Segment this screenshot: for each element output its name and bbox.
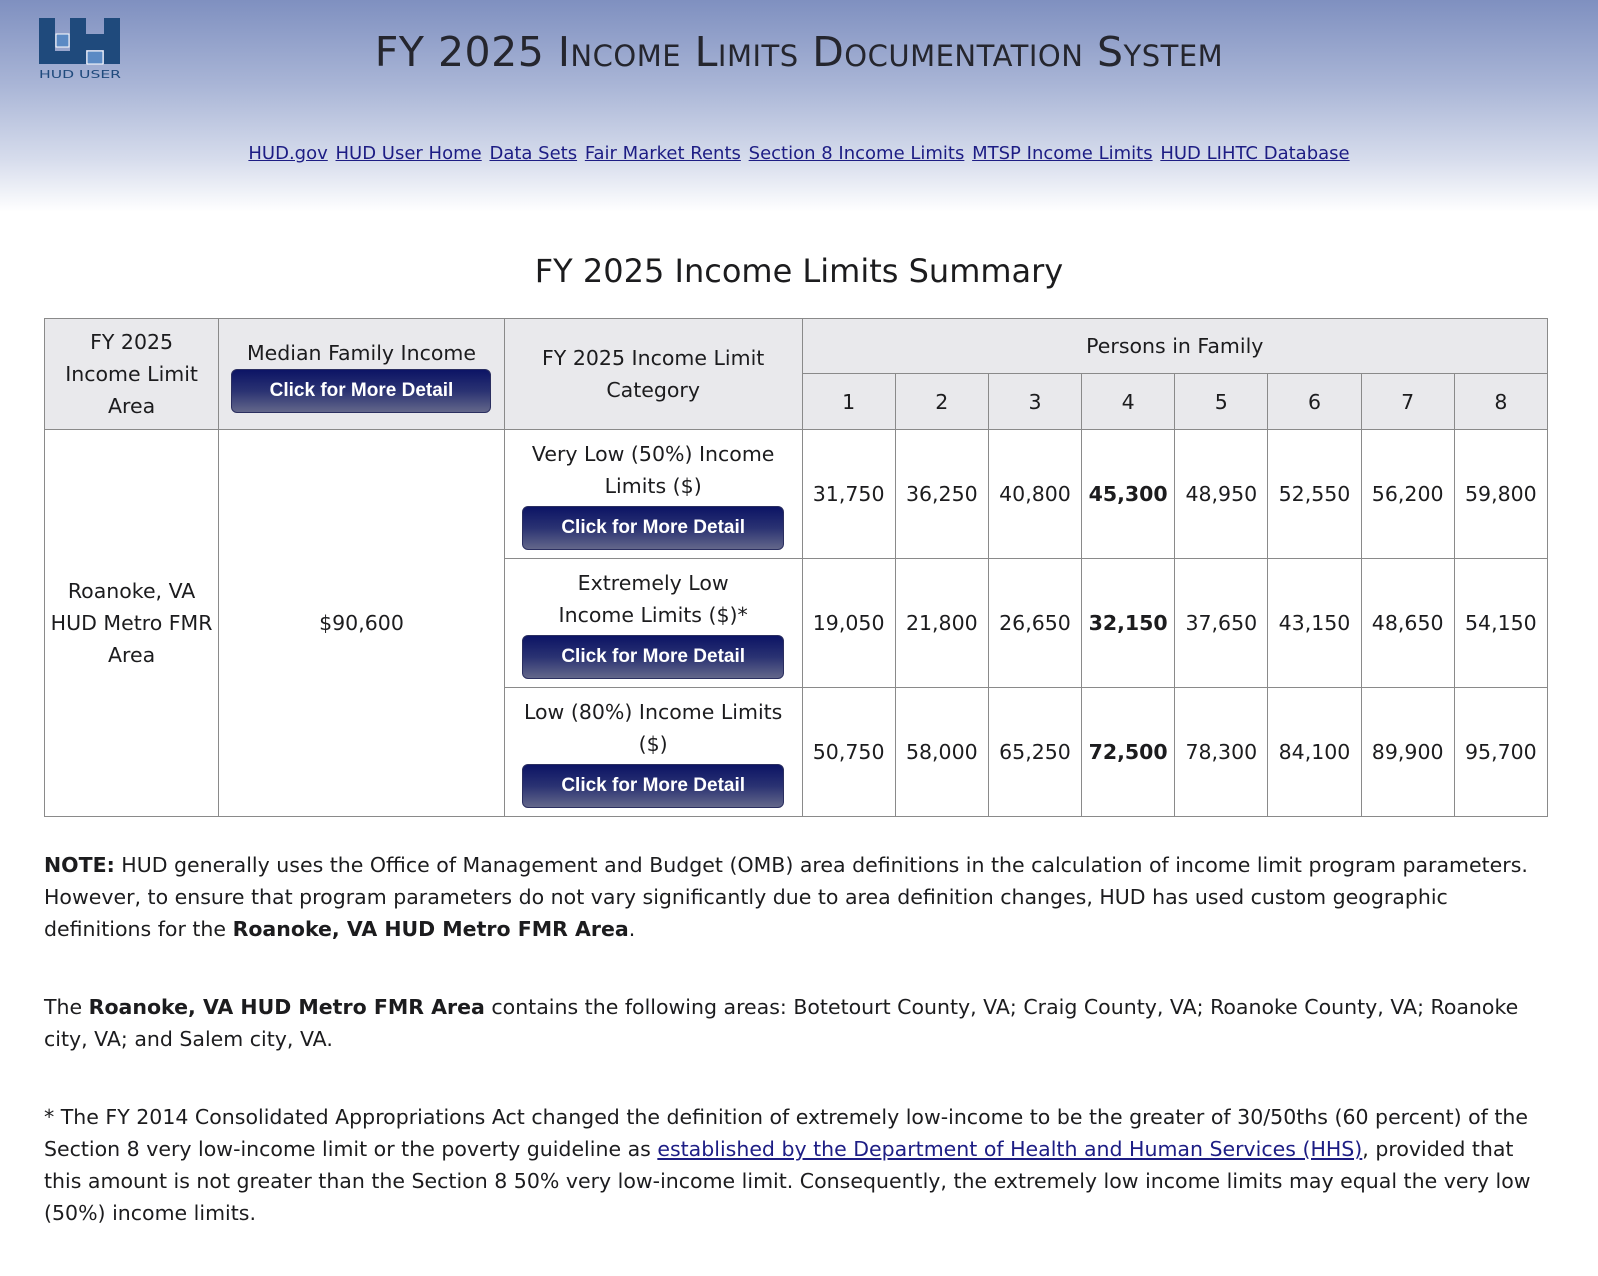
category-label-low: Low (80%) Income Limits ($) <box>523 700 783 756</box>
low-detail-button[interactable]: Click for More Detail <box>522 764 784 808</box>
value-cell: 52,550 <box>1268 430 1361 559</box>
value-cell: 36,250 <box>895 430 988 559</box>
nav-link-mtsp-income-limits[interactable]: MTSP Income Limits <box>972 143 1153 164</box>
value-cell: 58,000 <box>895 688 988 817</box>
area-contents-note <box>44 991 1554 1055</box>
value-cell: 50,750 <box>802 688 895 817</box>
extremely-low-footnote <box>44 1101 1554 1229</box>
note-area-name: Roanoke, VA HUD Metro FMR Area <box>232 917 629 941</box>
value-cell: 21,800 <box>895 559 988 688</box>
col-header-category <box>504 319 802 430</box>
note-end: . <box>628 917 636 941</box>
col-header-persons-label: Persons in Family <box>1086 334 1264 358</box>
value-cell-highlighted: 32,150 <box>1082 559 1175 688</box>
nav-link-fair-market-rents[interactable]: Fair Market Rents <box>584 143 741 164</box>
nav-link-hud-lihtc-database[interactable]: HUD LIHTC Database <box>1160 143 1350 164</box>
median-family-income-cell <box>219 430 505 817</box>
notes-section <box>44 849 1554 1229</box>
value-cell: 43,150 <box>1268 559 1361 688</box>
value-cell: 19,050 <box>802 559 895 688</box>
col-header-mfi <box>219 319 505 430</box>
value-cell: 54,150 <box>1454 559 1547 688</box>
value-cell-highlighted: 45,300 <box>1082 430 1175 559</box>
col-header-area <box>45 319 219 430</box>
site-title: FY 2025 Income Limits Documentation System <box>374 28 1224 76</box>
top-nav <box>0 143 1598 164</box>
col-header-persons <box>802 319 1547 374</box>
col-header-mfi-label: Median Family Income <box>246 341 476 365</box>
value-cell: 95,700 <box>1454 688 1547 817</box>
value-cell: 84,100 <box>1268 688 1361 817</box>
nav-link-hud-user-home[interactable]: HUD User Home <box>335 143 482 164</box>
area-name-cell <box>45 430 219 817</box>
value-cell: 89,900 <box>1361 688 1454 817</box>
value-cell: 78,300 <box>1175 688 1268 817</box>
category-cell-extremely-low <box>504 559 802 688</box>
nav-link-section-8-income-limits[interactable]: Section 8 Income Limits <box>748 143 965 164</box>
value-cell: 26,650 <box>988 559 1081 688</box>
col-header-person-7: 7 <box>1361 374 1454 430</box>
note-label: NOTE: <box>44 853 115 877</box>
contains-area-name: Roanoke, VA HUD Metro FMR Area <box>88 995 485 1019</box>
value-cell: 31,750 <box>802 430 895 559</box>
col-header-person-3: 3 <box>988 374 1081 430</box>
table-row-very-low <box>45 430 1548 559</box>
value-cell-highlighted: 72,500 <box>1082 688 1175 817</box>
note-text: HUD generally uses the Office of Management and Budget (OMB) area definitions in the calculation of income limit program parameters. However, to ensure that program parameters do not vary significantly due to area definition changes, HUD has used custom geographic definitions for the <box>44 853 1528 941</box>
value-cell: 48,650 <box>1361 559 1454 688</box>
col-header-person-6: 6 <box>1268 374 1361 430</box>
col-header-area-label: FY 2025 Income Limit Area <box>65 330 198 418</box>
contains-text: contains the following areas: Botetourt County, VA; Craig County, VA; Roanoke County, VA; Roanoke city, VA; and Salem city, VA. <box>44 995 1519 1051</box>
logo-text: HUD USER <box>39 68 122 81</box>
extremely-low-detail-button[interactable]: Click for More Detail <box>522 635 784 679</box>
very-low-detail-button[interactable]: Click for More Detail <box>522 506 784 550</box>
hhs-poverty-guideline-link[interactable]: established by the Department of Health and Human Services (HHS) <box>657 1137 1363 1161</box>
col-header-person-5: 5 <box>1175 374 1268 430</box>
page-header <box>0 0 1598 212</box>
value-cell: 48,950 <box>1175 430 1268 559</box>
value-cell: 59,800 <box>1454 430 1547 559</box>
footnote-text-2: , provided that this amount is not greater than the Section 8 50% very low-income limit. Consequently, the extremely low income limits may equal the very low (50%) income limits. <box>44 1137 1531 1225</box>
col-header-person-1: 1 <box>802 374 895 430</box>
category-cell-very-low <box>504 430 802 559</box>
value-cell: 56,200 <box>1361 430 1454 559</box>
area-name: Roanoke, VA HUD Metro FMR Area <box>50 579 213 667</box>
footnote-text-1: * The FY 2014 Consolidated Appropriations Act changed the definition of extremely low-income to be the greater of 30/50ths (60 percent) of the Section 8 very low-income limit or the poverty guideline as <box>44 1105 1529 1161</box>
col-header-category-label: FY 2025 Income Limit Category <box>542 346 765 402</box>
income-limits-table <box>44 318 1548 817</box>
value-cell: 65,250 <box>988 688 1081 817</box>
col-header-person-2: 2 <box>895 374 988 430</box>
omb-note <box>44 849 1554 945</box>
nav-link-hud-gov[interactable]: HUD.gov <box>248 143 328 164</box>
mfi-detail-button[interactable]: Click for More Detail <box>231 369 491 413</box>
summary-title: FY 2025 Income Limits Summary <box>534 252 1064 290</box>
col-header-person-4: 4 <box>1082 374 1175 430</box>
nav-link-data-sets[interactable]: Data Sets <box>489 143 578 164</box>
value-cell: 40,800 <box>988 430 1081 559</box>
col-header-person-8: 8 <box>1454 374 1547 430</box>
contains-prefix: The <box>44 995 89 1019</box>
category-label-very-low: Very Low (50%) Income Limits ($) <box>531 442 775 498</box>
value-cell: 37,650 <box>1175 559 1268 688</box>
median-family-income-value: $90,600 <box>319 611 404 635</box>
category-cell-low <box>504 688 802 817</box>
category-label-extremely-low: Extremely Low Income Limits ($)* <box>558 571 748 627</box>
